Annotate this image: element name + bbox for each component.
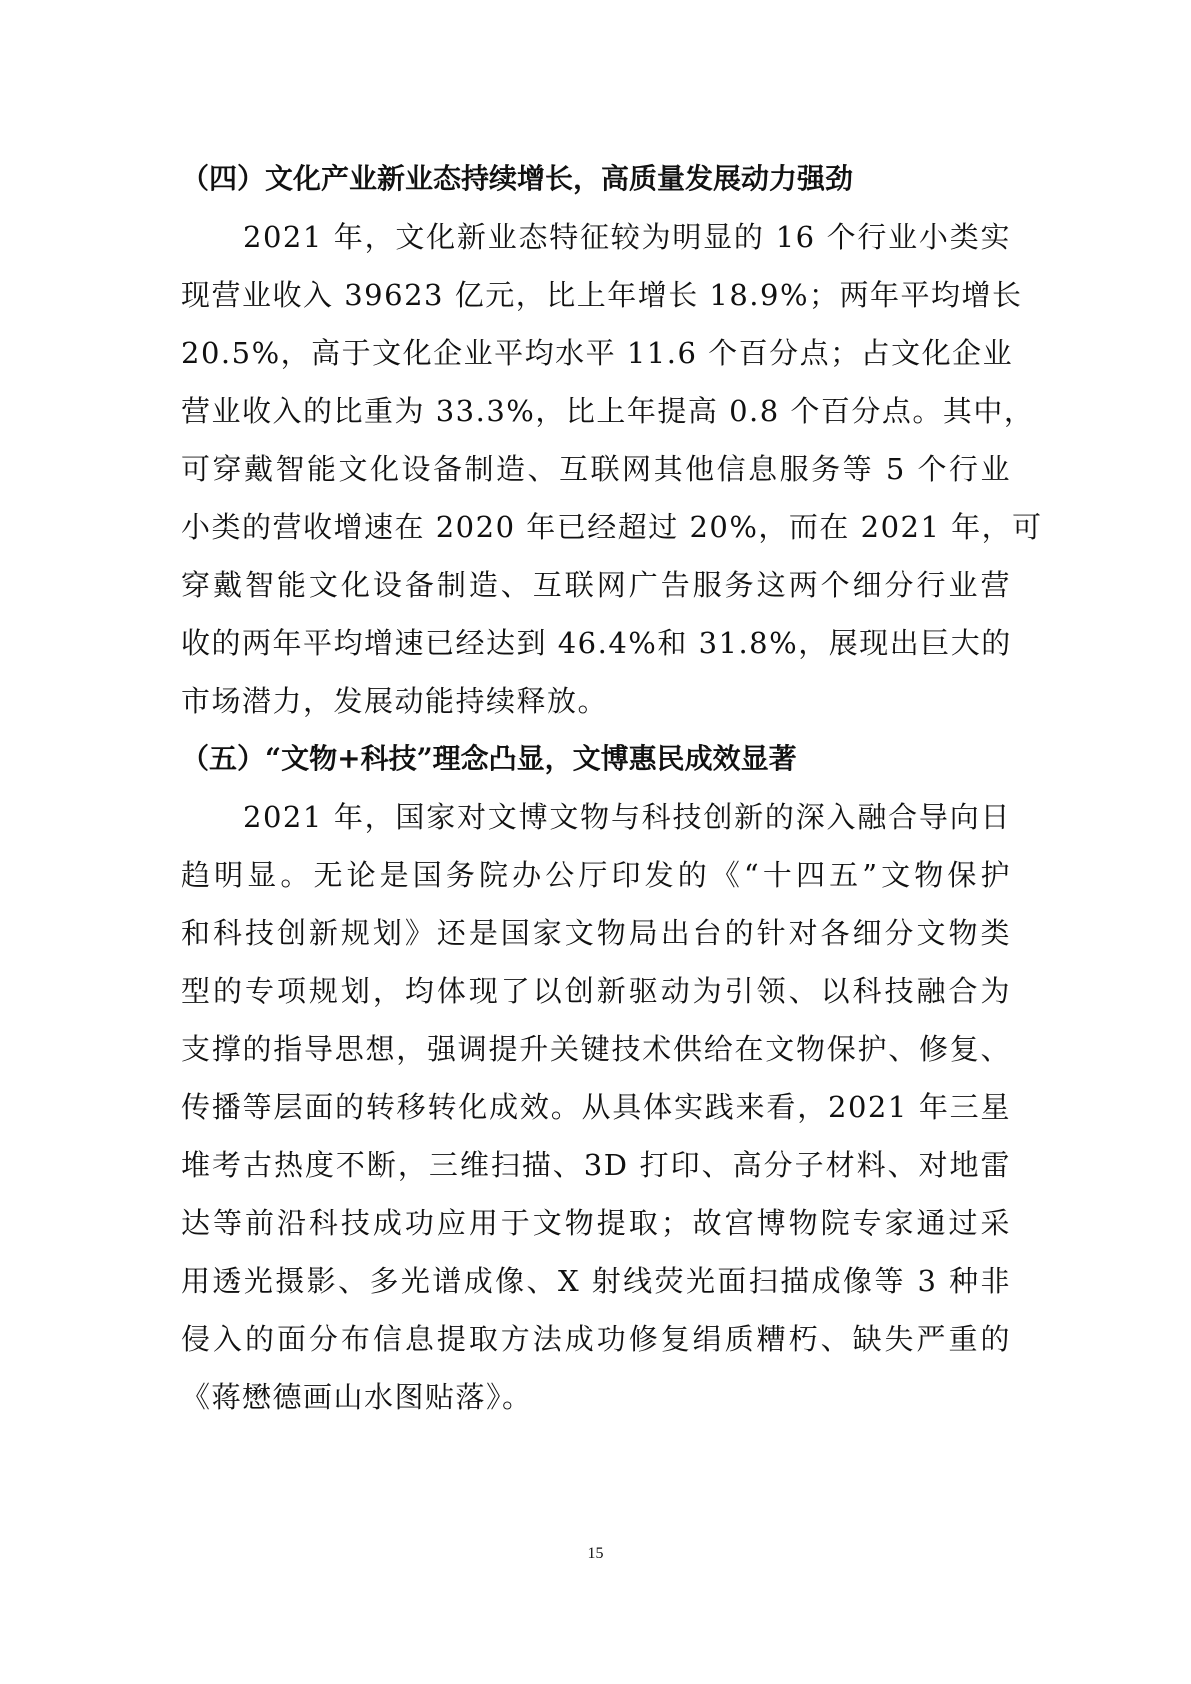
paragraph-line: 收的两年平均增速已经达到 46.4%和 31.8%，展现出巨大的 [181,626,1012,660]
paragraph-line: 达等前沿科技成功应用于文物提取；故宫博物院专家通过采 [181,1206,1011,1240]
paragraph-line: 趋明显。无论是国务院办公厅印发的《“十四五”文物保护 [181,858,1011,892]
paragraph-line: 侵入的面分布信息提取方法成功修复绢质糟朽、缺失严重的 [181,1322,1011,1356]
page-number: 15 [587,1545,604,1562]
paragraph-line: 可穿戴智能文化设备制造、互联网其他信息服务等 5 个行业 [181,452,1011,486]
paragraph-line: 2021 年，文化新业态特征较为明显的 16 个行业小类实 [243,220,1011,254]
section-4-paragraph [181,208,1043,730]
paragraph-line: 2021 年，国家对文博文物与科技创新的深入融合导向日 [243,800,1011,834]
section-4-heading: （四）文化产业新业态持续增长，高质量发展动力强劲 [181,162,854,195]
paragraph-line: 20.5%，高于文化企业平均水平 11.6 个百分点；占文化企业 [181,336,1014,370]
paragraph-line: 小类的营收增速在 2020 年已经超过 20%，而在 2021 年，可 [181,510,1043,544]
paragraph-line: 传播等层面的转移转化成效。从具体实践来看，2021 年三星 [181,1090,1011,1124]
paragraph-line: 堆考古热度不断，三维扫描、3D 打印、高分子材料、对地雷 [181,1148,1011,1182]
page-content [181,150,1043,1426]
paragraph-line: 营业收入的比重为 33.3%，比上年提高 0.8 个百分点。其中， [181,394,1035,428]
paragraph-line: 和科技创新规划》还是国家文物局出台的针对各细分文物类 [181,916,1011,950]
section-5-paragraph [181,788,1011,1426]
paragraph-line: 型的专项规划，均体现了以创新驱动为引领、以科技融合为 [181,974,1011,1008]
paragraph-line: 市场潜力，发展动能持续释放。 [181,684,609,718]
paragraph-line: 《蒋懋德画山水图贴落》。 [181,1380,533,1414]
paragraph-line: 用透光摄影、多光谱成像、X 射线荧光面扫描成像等 3 种非 [181,1264,1011,1298]
paragraph-line: 现营业收入 39623 亿元，比上年增长 18.9%；两年平均增长 [181,278,1023,312]
section-5-heading: （五）“文物+科技”理念凸显，文博惠民成效显著 [181,742,797,775]
paragraph-line: 穿戴智能文化设备制造、互联网广告服务这两个细分行业营 [181,568,1011,602]
paragraph-line: 支撑的指导思想，强调提升关键技术供给在文物保护、修复、 [181,1032,1011,1066]
